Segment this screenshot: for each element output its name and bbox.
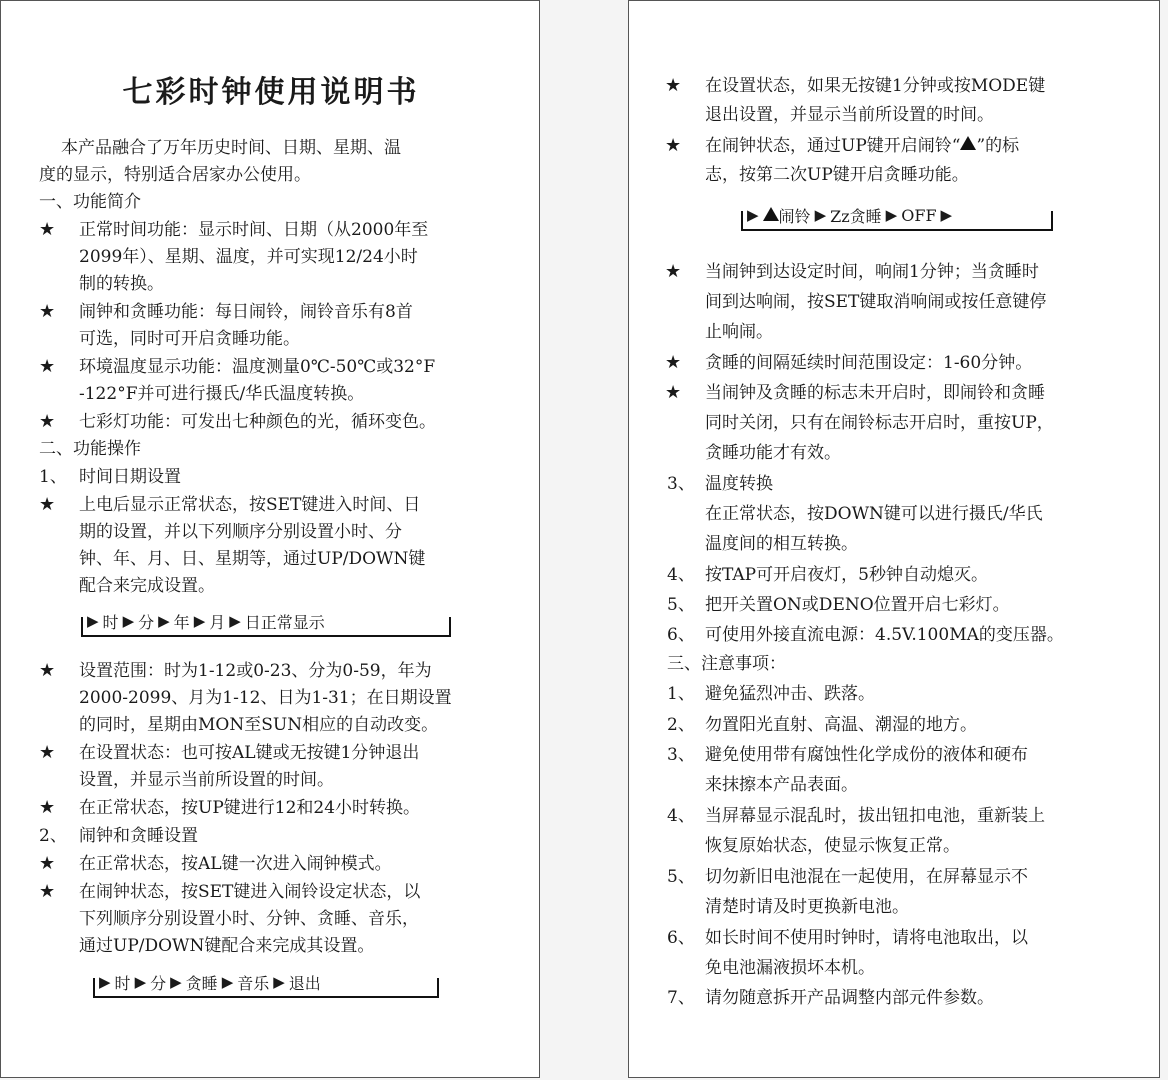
star-icon: ★ xyxy=(39,797,56,818)
note-number: 7、 xyxy=(667,988,695,1008)
note-line: 清楚时请及时更换新电池。 xyxy=(705,897,909,917)
feature-line: -122°F并可进行摄氏/华氏温度转换。 xyxy=(79,384,365,404)
arrow-right-icon: ▶ xyxy=(747,206,759,224)
time-setting-flow xyxy=(81,610,451,640)
subsection-number: 3、 xyxy=(667,474,695,494)
arrow-right-icon: ▶ xyxy=(940,206,953,224)
star-icon: ★ xyxy=(39,853,56,874)
star-icon: ★ xyxy=(39,660,56,681)
body-text: 在闹钟状态，通过UP键开启闹铃“ xyxy=(705,136,961,156)
subsection-title: 时间日期设置 xyxy=(79,467,181,487)
note-line: 免电池漏液损坏本机。 xyxy=(705,958,875,978)
arrow-right-icon: ▶ xyxy=(273,973,285,991)
note-line: 避免使用带有腐蚀性化学成份的液体和硬布 xyxy=(705,745,1028,765)
alarm-setting-flow xyxy=(93,971,439,1001)
note-number: 5、 xyxy=(667,867,695,887)
section-heading: 二、功能操作 xyxy=(39,439,141,459)
body-line: 通过UP/DOWN键配合来完成其设置。 xyxy=(79,936,375,956)
flow-step: 时 xyxy=(114,973,131,993)
star-icon: ★ xyxy=(39,881,56,902)
arrow-right-icon: ▶ xyxy=(134,973,147,991)
feature-line: 七彩灯功能：可发出七种颜色的光，循环变色。 xyxy=(79,412,436,432)
feature-line: 闹钟和贪睡功能：每日闹铃，闹铃音乐有8首 xyxy=(79,302,413,322)
note-number: 1、 xyxy=(667,684,695,704)
bell-icon xyxy=(960,136,976,150)
star-icon: ★ xyxy=(39,219,56,240)
subsection-title: 温度转换 xyxy=(705,474,773,494)
arrow-right-icon: ▶ xyxy=(87,612,99,630)
note-number: 4、 xyxy=(667,806,695,826)
star-icon: ★ xyxy=(39,494,56,515)
section-heading: 一、功能简介 xyxy=(39,192,141,212)
flow-step: 月 xyxy=(209,612,226,632)
bell-icon xyxy=(763,207,779,221)
arrow-right-icon: ▶ xyxy=(170,973,182,991)
body-line: 可使用外接直流电源：4.5V.100MA的变压器。 xyxy=(705,625,1064,645)
body-line: 当闹钟及贪睡的标志未开启时，即闹铃和贪睡 xyxy=(705,383,1045,403)
body-line: 在正常状态，按UP键进行12和24小时转换。 xyxy=(79,798,421,818)
note-number: 2、 xyxy=(667,715,695,735)
body-line: 止响闹。 xyxy=(705,322,773,342)
flow-step: OFF xyxy=(901,205,937,225)
arrow-right-icon: ▶ xyxy=(814,206,827,224)
star-icon: ★ xyxy=(665,75,682,96)
body-line: 2000-2099、月为1-12、日为1-31；在日期设置 xyxy=(79,688,452,708)
feature-line: 可选，同时可开启贪睡功能。 xyxy=(79,329,300,349)
body-line: 期的设置，并以下列顺序分别设置小时、分 xyxy=(79,522,402,542)
body-line: 设置，并显示当前所设置的时间。 xyxy=(79,770,334,790)
body-line: 间到达响闹，按SET键取消响闹或按任意键停 xyxy=(705,292,1047,312)
arrow-right-icon: ▶ xyxy=(122,612,135,630)
arrow-right-icon: ▶ xyxy=(193,612,206,630)
subsection-number: 4、 xyxy=(667,565,695,585)
star-icon: ★ xyxy=(665,135,682,156)
star-icon: ★ xyxy=(665,352,682,373)
feature-line: 2099年）、星期、温度，并可实现12/24小时 xyxy=(79,247,418,267)
body-line xyxy=(705,135,1019,157)
flow-step: 分 xyxy=(150,973,167,993)
body-line: 贪睡的间隔延续时间范围设定：1-60分钟。 xyxy=(705,353,1033,373)
body-line: 在设置状态，如果无按键1分钟或按MODE键 xyxy=(705,76,1046,96)
left-page xyxy=(0,0,540,1078)
body-line: 志，按第二次UP键开启贪睡功能。 xyxy=(705,165,969,185)
note-number: 3、 xyxy=(667,745,695,765)
body-text: ”的标 xyxy=(976,136,1020,156)
flow-step: 日正常显示 xyxy=(244,612,325,632)
arrow-right-icon: ▶ xyxy=(885,206,898,224)
flow-step: 闹铃 xyxy=(778,206,811,226)
body-line: 设置范围：时为1-12或0-23、分为0-59，年为 xyxy=(79,661,432,681)
star-icon: ★ xyxy=(39,301,56,322)
arrow-right-icon: ▶ xyxy=(99,973,111,991)
section-heading: 三、注意事项： xyxy=(667,654,786,674)
body-line: 在设置状态：也可按AL键或无按键1分钟退出 xyxy=(79,743,420,763)
subsection-number: 2、 xyxy=(39,826,67,846)
note-line: 避免猛烈冲击、跌落。 xyxy=(705,684,875,704)
feature-line: 制的转换。 xyxy=(79,274,164,294)
body-line: 在正常状态，按AL键一次进入闹钟模式。 xyxy=(79,854,392,874)
arrow-right-icon: ▶ xyxy=(221,973,234,991)
subsection-number: 1、 xyxy=(39,467,67,487)
alarm-snooze-flow xyxy=(741,204,1053,234)
subsection-title: 闹钟和贪睡设置 xyxy=(79,826,198,846)
body-line: 贪睡功能才有效。 xyxy=(705,443,841,463)
arrow-right-icon: ▶ xyxy=(158,612,170,630)
body-line: 把开关置ON或DENO位置开启七彩灯。 xyxy=(705,595,1010,615)
body-line: 按TAP可开启夜灯，5秒钟自动熄灭。 xyxy=(705,565,988,585)
star-icon: ★ xyxy=(39,411,56,432)
flow-step: 音乐 xyxy=(237,973,270,993)
note-line: 如长时间不使用时钟时，请将电池取出，以 xyxy=(705,928,1028,948)
body-line: 退出设置，并显示当前所设置的时间。 xyxy=(705,105,994,125)
note-line: 恢复原始状态，使显示恢复正常。 xyxy=(705,836,960,856)
body-line: 钟、年、月、日、星期等，通过UP/DOWN键 xyxy=(79,549,426,569)
star-icon: ★ xyxy=(39,356,56,377)
subsection-number: 6、 xyxy=(667,625,695,645)
feature-line: 正常时间功能：显示时间、日期（从2000年至 xyxy=(79,220,429,240)
body-line: 在正常状态，按DOWN键可以进行摄氏/华氏 xyxy=(705,504,1043,524)
body-line: 上电后显示正常状态，按SET键进入时间、日 xyxy=(79,495,421,515)
note-line: 勿置阳光直射、高温、潮湿的地方。 xyxy=(705,715,977,735)
body-line: 的同时，星期由MON至SUN相应的自动改变。 xyxy=(79,715,439,735)
feature-line: 环境温度显示功能：温度测量0℃-50℃或32°F xyxy=(79,357,436,377)
body-line: 同时关闭，只有在闹铃标志开启时，重按UP， xyxy=(705,413,1054,433)
subsection-number: 5、 xyxy=(667,595,695,615)
flow-step: Zz贪睡 xyxy=(830,206,882,226)
flow-step: 年 xyxy=(173,612,190,632)
note-line: 切勿新旧电池混在一起使用，在屏幕显示不 xyxy=(705,867,1028,887)
star-icon: ★ xyxy=(665,382,682,403)
right-page xyxy=(628,0,1160,1078)
body-line: 配合来完成设置。 xyxy=(79,576,215,596)
page-title: 七彩时钟使用说明书 xyxy=(122,75,420,110)
note-line: 当屏幕显示混乱时，拔出钮扣电池，重新装上 xyxy=(705,806,1045,826)
flow-step: 时 xyxy=(102,612,119,632)
star-icon: ★ xyxy=(665,261,682,282)
flow-step: 退出 xyxy=(288,973,321,993)
body-line: 温度间的相互转换。 xyxy=(705,534,858,554)
body-line: 下列顺序分别设置小时、分钟、贪睡、音乐， xyxy=(79,909,419,929)
flow-step: 分 xyxy=(138,612,155,632)
body-line: 当闹钟到达设定时间，响闹1分钟；当贪睡时 xyxy=(705,262,1039,282)
intro-line: 本产品融合了万年历史时间、日期、星期、温 xyxy=(61,138,401,158)
star-icon: ★ xyxy=(39,742,56,763)
intro-line: 度的显示，特别适合居家办公使用。 xyxy=(39,165,311,185)
note-line: 请勿随意拆开产品调整内部元件参数。 xyxy=(705,988,994,1008)
flow-step: 贪睡 xyxy=(185,973,218,993)
body-line: 在闹钟状态，按SET键进入闹铃设定状态，以 xyxy=(79,882,421,902)
note-number: 6、 xyxy=(667,928,695,948)
arrow-right-icon: ▶ xyxy=(229,612,241,630)
note-line: 来抹擦本产品表面。 xyxy=(705,775,858,795)
